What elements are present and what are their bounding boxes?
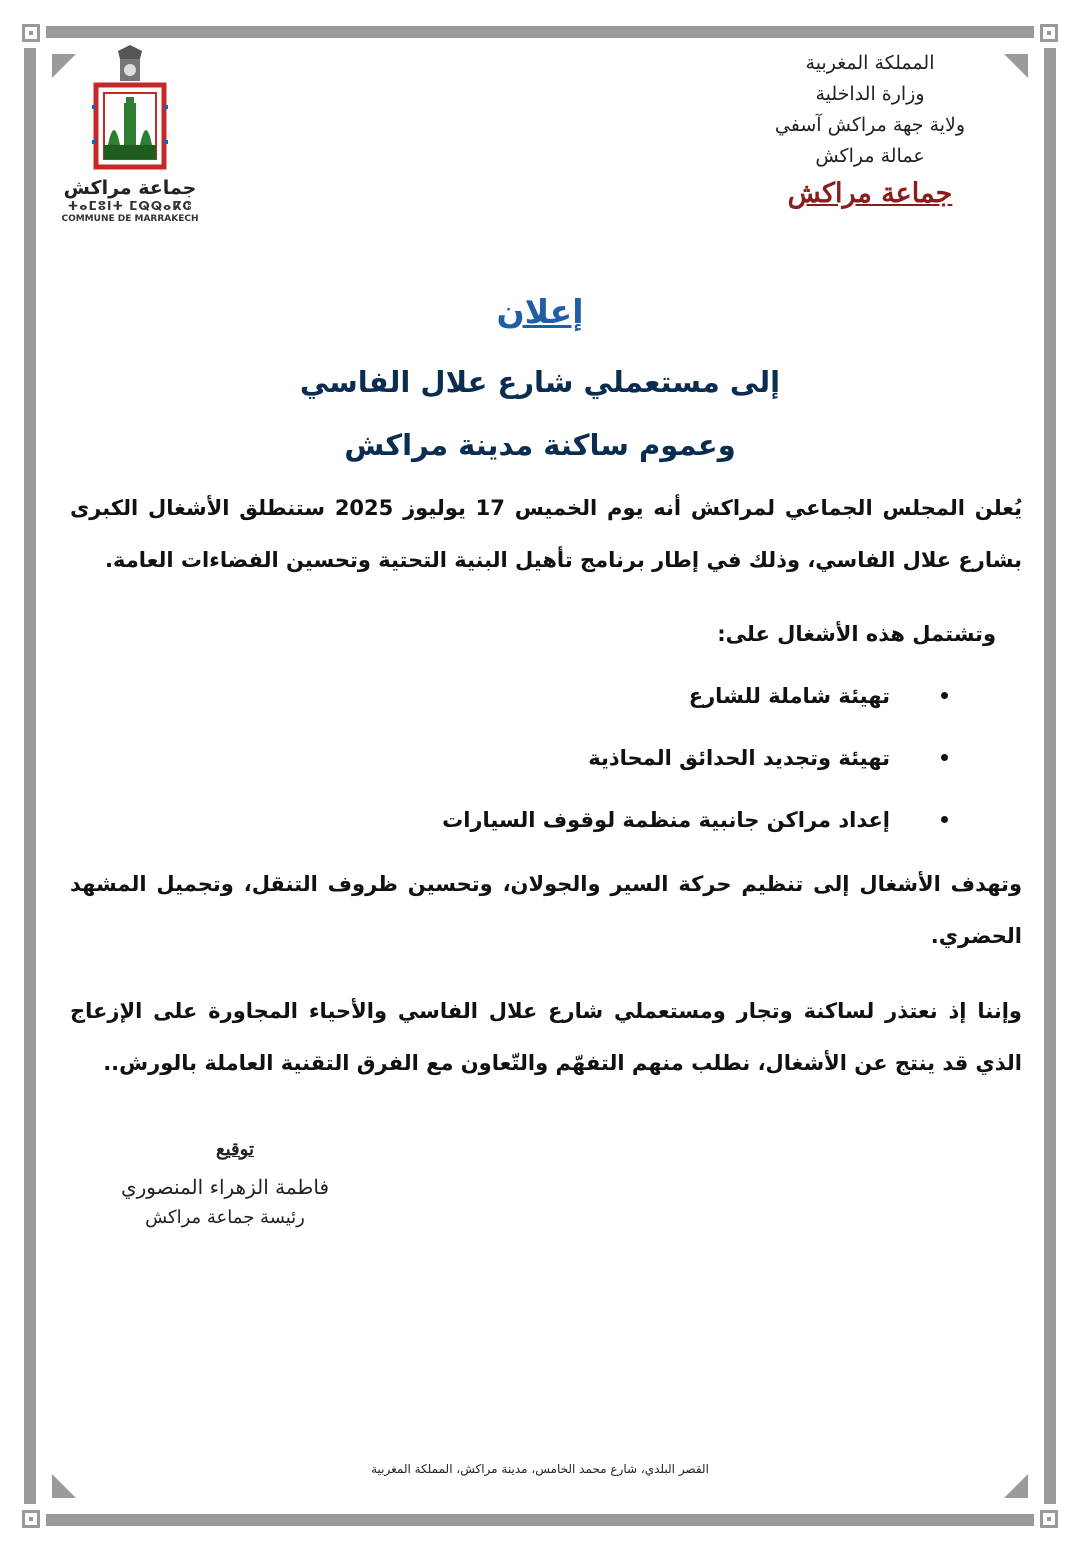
signature-block (95, 1130, 355, 1232)
admin-line: وزارة الداخلية (815, 83, 925, 105)
announcement-title: إعلان (496, 292, 584, 331)
admin-line: المملكة المغربية (805, 52, 935, 74)
admin-line: عمالة مراكش (815, 145, 925, 167)
works-list-item: تهيئة شاملة للشارع (442, 670, 890, 732)
corner-ornament (22, 24, 40, 42)
border-right (1044, 48, 1056, 1504)
border-bottom (46, 1514, 1034, 1526)
logo-arabic-text: جماعة مراكش (63, 177, 197, 199)
corner-triangle (1004, 54, 1028, 78)
works-list-item: إعداد مراكن جانبية منظمة لوقوف السيارات (442, 794, 890, 856)
admin-line: ولاية جهة مراكش آسفي (774, 114, 966, 136)
logo-amazigh-text: ⵜⴰⵎⵓⵏⵜ ⵎⵕⵕⴰⴽⵛ (67, 199, 193, 213)
works-intro: وتشتمل هذه الأشغال على: (717, 622, 996, 646)
corner-ornament (1040, 1510, 1058, 1528)
border-left (24, 48, 36, 1504)
border-top (46, 26, 1034, 38)
administrative-header (745, 48, 995, 214)
signature-label: توقيع (216, 1139, 254, 1160)
announcement-paragraph: يُعلن المجلس الجماعي لمراكش أنه يوم الخميس 17 يوليوز 2025 ستنطلق الأشغال الكبرى بشارع علال الفاسي، وذلك في إطار برنامج تأهيل البنية التحتية وتحسين الفضاءات العامة. (70, 496, 1023, 572)
works-list (442, 670, 890, 856)
signatory-role: رئيسة جماعة مراكش (145, 1207, 305, 1228)
announcement-paragraph: وإننا إذ نعتذر لساكنة وتجار ومستعملي شارع علال الفاسي والأحياء المجاورة على الإزعاج الذي قد ينتج عن الأشغال، نطلب منهم التفهّم والتّعاون مع الفرق التقنية العاملة بالورش.. (70, 999, 1022, 1075)
corner-triangle (52, 1474, 76, 1498)
logo-french-text: COMMUNE DE MARRAKECH (61, 214, 199, 224)
commune-name: جماعة مراكش (787, 178, 953, 209)
corner-ornament (22, 1510, 40, 1528)
announcement-paragraph: وتهدف الأشغال إلى تنظيم حركة السير والجولان، وتحسين ظروف التنقل، وتجميل المشهد الحضري. (70, 872, 1022, 948)
corner-ornament (1040, 24, 1058, 42)
announcement-subtitle: وعموم ساكنة مدينة مراكش (344, 428, 736, 462)
announcement-subtitle: إلى مستعملي شارع علال الفاسي (299, 365, 781, 399)
corner-triangle (1004, 1474, 1028, 1498)
marrakech-emblem-icon (90, 45, 170, 175)
commune-logo (55, 45, 205, 225)
works-list-item: تهيئة وتجديد الحدائق المحاذية (442, 732, 890, 794)
signatory-name: فاطمة الزهراء المنصوري (120, 1175, 330, 1199)
footer-address: القصر البلدي، شارع محمد الخامس، مدينة مراكش، المملكة المغربية (371, 1462, 709, 1476)
